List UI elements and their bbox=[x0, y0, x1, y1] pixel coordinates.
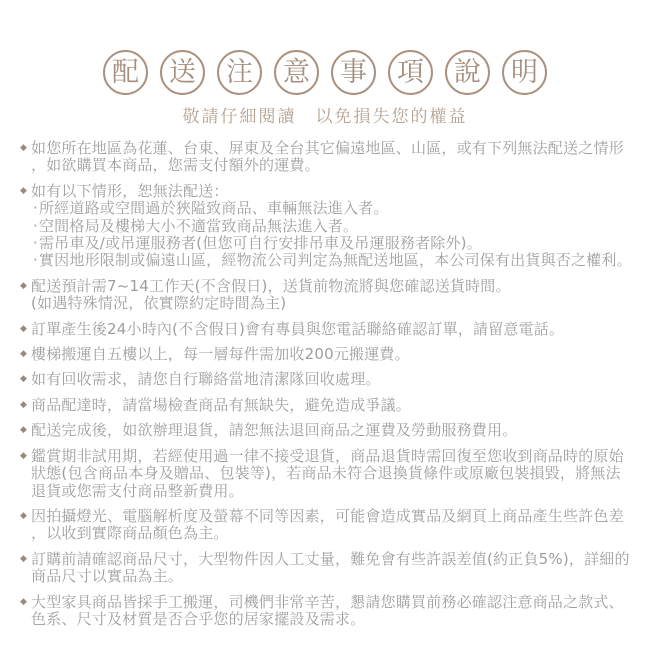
diamond-bullet-icon: ◆ bbox=[20, 143, 28, 153]
title-circles bbox=[0, 50, 650, 95]
diamond-bullet-icon: ◆ bbox=[20, 510, 28, 521]
notice-text bbox=[31, 551, 632, 586]
dot-bullet-icon: · bbox=[33, 199, 38, 218]
notice-line: 鑑賞期非試用期，若經使用過一律不接受退貨，商品退貨時需回復至您收到商品時的原始狀態(包含商品本身及贈品、包裝等)，若商品未符合退換貨條件或原廠包裝損毀，將無法退貨或您需支付商品整新費用。 bbox=[31, 446, 624, 500]
notice-item bbox=[20, 183, 632, 270]
diamond-bullet-icon: ◆ bbox=[20, 323, 28, 334]
notice-text bbox=[31, 594, 632, 629]
diamond-bullet-icon: ◆ bbox=[20, 280, 28, 291]
notice-text bbox=[31, 508, 632, 543]
notice-item bbox=[20, 278, 632, 313]
notice-text bbox=[31, 422, 632, 439]
dot-bullet-icon: · bbox=[33, 251, 38, 270]
notice-subitem: ·空間格局及樓梯大小不適當致商品無法進入者。 bbox=[33, 216, 359, 235]
notice-line: 訂購前請確認商品尺寸，大型物件因人工丈量，難免會有些許誤差值(約正負5%)，詳細的商品尺寸以實品為主。 bbox=[31, 549, 630, 586]
notice-line: 如有回收需求，請您自行聯絡當地清潔隊回收處理。 bbox=[31, 370, 381, 389]
notice-list bbox=[20, 140, 632, 628]
title-circle: 配 bbox=[103, 50, 148, 95]
diamond-bullet-icon: ◆ bbox=[20, 596, 28, 607]
diamond-bullet-icon: ◆ bbox=[20, 553, 28, 564]
notice-line: 因拍攝燈光、電腦解析度及螢幕不同等因素，可能會造成實品及網頁上商品產生些許色差，以收到實際商品顏色為主。 bbox=[31, 506, 624, 543]
notice-subitem: ·所經道路或空間過於狹隘致商品、車輛無法進入者。 bbox=[33, 199, 389, 218]
subtitle: 敬請仔細閱讀 以免損失您的權益 bbox=[182, 107, 468, 127]
notice-item bbox=[20, 397, 632, 414]
diamond-bullet-icon: ◆ bbox=[20, 349, 28, 360]
notice-line: 如您所在地區為花蓮、台東、屏東及全台其它偏遠地區、山區，或有下列無法配送之情形，如欲購買本商品，您需支付額外的運費。 bbox=[31, 139, 624, 175]
notice-line: (如遇特殊情況，依實際約定時間為主) bbox=[31, 294, 287, 313]
notice-item bbox=[20, 594, 632, 629]
title-circle: 意 bbox=[274, 50, 319, 95]
title-circle: 事 bbox=[331, 50, 376, 95]
notice-item bbox=[20, 140, 632, 175]
notice-line: 配送預計需7~14工作天(不含假日)，送貨前物流將與您確認送貨時間。 bbox=[31, 276, 511, 295]
dot-bullet-icon: · bbox=[33, 234, 38, 253]
diamond-bullet-icon: ◆ bbox=[20, 185, 28, 196]
diamond-bullet-icon: ◆ bbox=[20, 450, 28, 461]
notice-item bbox=[20, 346, 632, 363]
notice-text bbox=[31, 397, 632, 414]
notice-item bbox=[20, 448, 632, 500]
notice-text bbox=[31, 448, 632, 500]
notice-line: 樓梯搬運自五樓以上，每一層每件需加收200元搬運費。 bbox=[31, 345, 410, 364]
notice-subitem: ·需吊車及/或吊運服務者(但您可自行安排吊車及吊運服務者除外)。 bbox=[33, 234, 482, 253]
notice-text bbox=[31, 346, 632, 363]
title-circle: 送 bbox=[160, 50, 205, 95]
title-circle: 注 bbox=[217, 50, 262, 95]
notice-text bbox=[31, 371, 632, 388]
title-circle: 說 bbox=[445, 50, 490, 95]
title-circle: 明 bbox=[502, 50, 547, 95]
notice-line: 訂單產生後24小時內(不含假日)會有專員與您電話聯絡確認訂單，請留意電話。 bbox=[31, 319, 565, 338]
notice-subitem: ·實因地形限制或偏遠山區，經物流公司判定為無配送地區，本公司保有出貨與否之權利。 bbox=[33, 251, 632, 270]
notice-item bbox=[20, 371, 632, 388]
dot-bullet-icon: · bbox=[33, 216, 38, 235]
diamond-bullet-icon: ◆ bbox=[20, 425, 28, 436]
notice-item bbox=[20, 321, 632, 338]
notice-text bbox=[31, 278, 632, 313]
title-circle: 項 bbox=[388, 50, 433, 95]
notice-line: 配送完成後，如欲辦理退貨，請恕無法退回商品之運費及勞動服務費用。 bbox=[31, 421, 518, 440]
notice-line: 商品配達時，請當場檢查商品有無缺失，避免造成爭議。 bbox=[31, 395, 412, 414]
page-header bbox=[0, 0, 650, 127]
diamond-bullet-icon: ◆ bbox=[20, 399, 28, 410]
notice-item bbox=[20, 551, 632, 586]
notice-line: 大型家具商品皆採手工搬運，司機們非常辛苦，懇請您購買前務必確認注意商品之款式、色系、尺寸及材質是否合乎您的居家擺設及需求。 bbox=[31, 592, 624, 628]
notice-item bbox=[20, 422, 632, 439]
notice-item bbox=[20, 508, 632, 543]
notice-text bbox=[31, 321, 632, 338]
diamond-bullet-icon: ◆ bbox=[20, 374, 28, 385]
notice-text bbox=[31, 183, 632, 270]
notice-line: 如有以下情形，恕無法配送： bbox=[31, 181, 229, 200]
notice-text bbox=[31, 140, 632, 175]
